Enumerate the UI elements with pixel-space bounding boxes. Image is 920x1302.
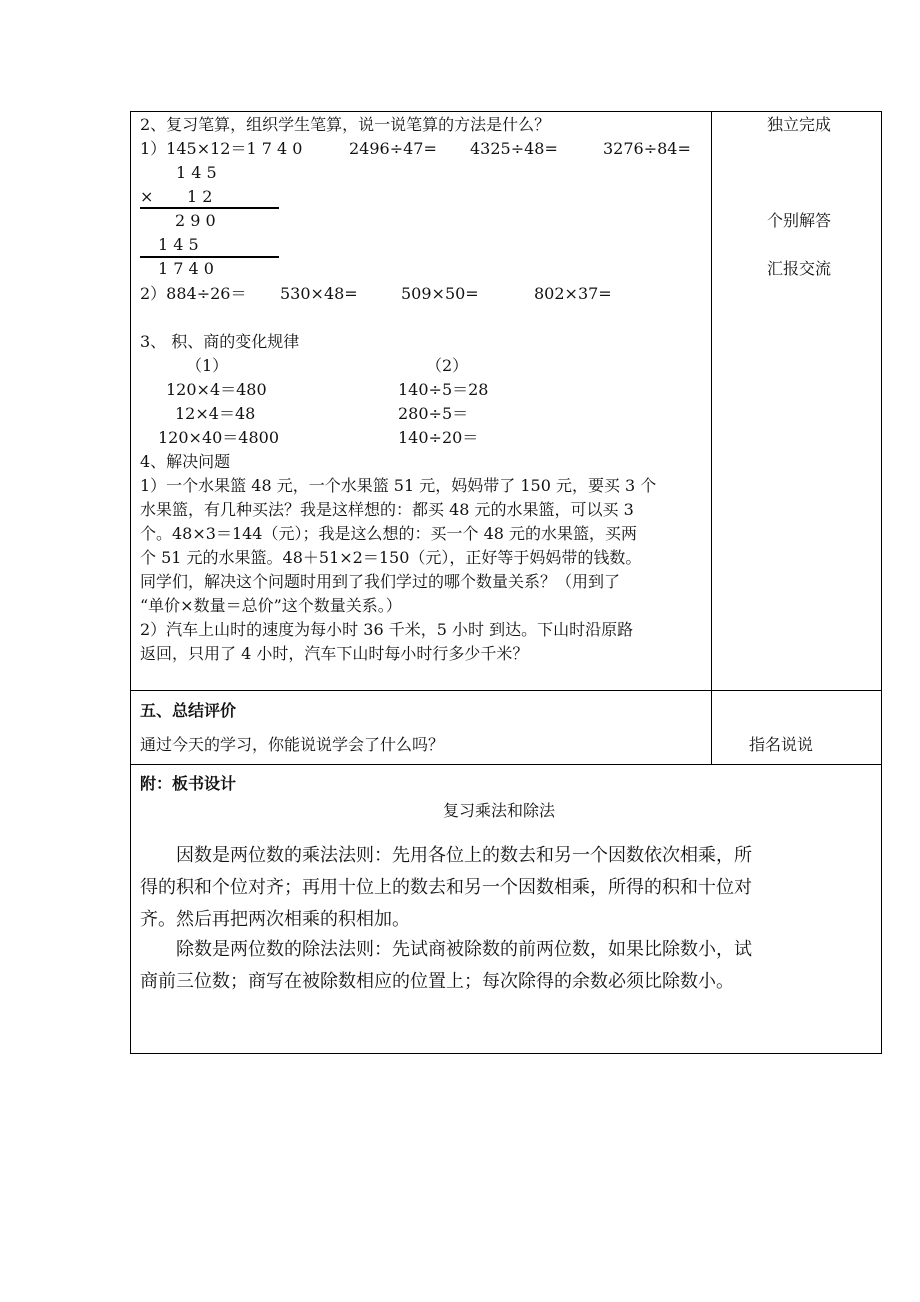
calc-item: 802×37= [534, 284, 612, 303]
calc-item: 1）145×12＝1 7 4 0 [140, 139, 303, 158]
problem-line: 水果篮，有几种买法？我是这样想的：都买 48 元的水果篮，可以买 3 [140, 500, 634, 519]
pattern-label: （2） [426, 356, 469, 375]
calc-item: 2496÷47= [349, 139, 437, 158]
activity-note: 独立完成 [767, 115, 832, 134]
paragraph-line: 因数是两位数的乘法法则：先用各位上的数去和另一个因数依次相乘，所 [176, 845, 752, 866]
paragraph-line: 除数是两位数的除法法则：先试商被除数的前两位数，如果比除数小，试 [176, 939, 752, 960]
pattern-equation: 140÷20＝ [398, 428, 479, 447]
pattern-equation: 120×40＝4800 [158, 428, 280, 447]
problem-line: 同学们，解决这个问题时用到了我们学过的哪个数量关系？（用到了 [140, 572, 621, 591]
calc-item: 4325÷48= [470, 139, 558, 158]
section5-text: 通过今天的学习，你能说说学会了什么吗？ [140, 735, 445, 754]
appendix-heading: 附：板书设计 [140, 774, 237, 793]
problem-line: 2）汽车上山时的速度为每小时 36 千米，5 小时 到达。下山时沿原路 [140, 620, 634, 639]
paragraph-line: 得的积和个位对齐；再用十位上的数去和另一个因数相乘，所得的积和十位对 [140, 877, 752, 898]
pattern-equation: 120×4＝480 [166, 380, 267, 399]
table-right-border [881, 111, 882, 1054]
vertical-calc-line: 1 2 [187, 187, 213, 206]
activity-note: 指名说说 [749, 735, 814, 754]
section5-heading: 五、总结评价 [140, 701, 237, 720]
column-divider [711, 111, 712, 765]
table-top-border [130, 111, 882, 112]
paragraph-line: 齐。然后再把两次相乘的积相加。 [140, 909, 410, 930]
problem-line: 个 51 元的水果篮。48＋51×2＝150（元），正好等于妈妈带的钱数。 [140, 548, 642, 567]
row-divider-1 [130, 690, 882, 691]
board-title: 复习乘法和除法 [443, 801, 556, 820]
activity-note: 汇报交流 [767, 259, 832, 278]
calc-item: 530×48= [280, 284, 358, 303]
vertical-calc-line: 2 9 0 [175, 211, 216, 230]
problem-line: 个。48×3＝144（元）；我是这么想的：买一个 48 元的水果篮，买两 [140, 524, 638, 543]
vertical-calc-line: 1 4 5 [176, 163, 217, 182]
section4-heading: 4、解决问题 [140, 452, 231, 471]
pattern-equation: 140÷5＝28 [398, 380, 489, 399]
activity-note: 个别解答 [767, 211, 832, 230]
table-bottom-border [130, 1053, 882, 1054]
problem-line: 1）一个水果篮 48 元，一个水果篮 51 元，妈妈带了 150 元，要买 3 个 [140, 476, 657, 495]
table-left-border [130, 111, 131, 1054]
calc-item: 509×50= [401, 284, 479, 303]
vertical-calc-times: × [140, 187, 154, 206]
paragraph-line: 商前三位数；商写在被除数相应的位置上；每次除得的余数必须比除数小。 [140, 971, 734, 992]
pattern-label: （1） [186, 356, 229, 375]
calc-item: 3276÷84= [603, 139, 691, 158]
division-rule-paragraph [140, 934, 872, 998]
row-divider-2 [130, 764, 882, 765]
section2-heading: 2、复习笔算，组织学生笔算，说一说笔算的方法是什么？ [140, 115, 551, 134]
vertical-calc-line: 1 7 4 0 [158, 259, 214, 278]
calc-item: 2）884÷26＝ [140, 284, 247, 303]
section3-heading: 3、 积、商的变化规律 [140, 332, 300, 351]
problem-line: “单价×数量＝总价”这个数量关系。） [140, 596, 402, 615]
vertical-calc-line: 1 4 5 [158, 235, 199, 254]
pattern-equation: 280÷5＝ [398, 404, 469, 423]
pattern-equation: 12×4＝48 [175, 404, 256, 423]
problem-line: 返回，只用了 4 小时，汽车下山时每小时行多少千米？ [140, 644, 529, 663]
multiplication-rule-paragraph [140, 840, 872, 936]
